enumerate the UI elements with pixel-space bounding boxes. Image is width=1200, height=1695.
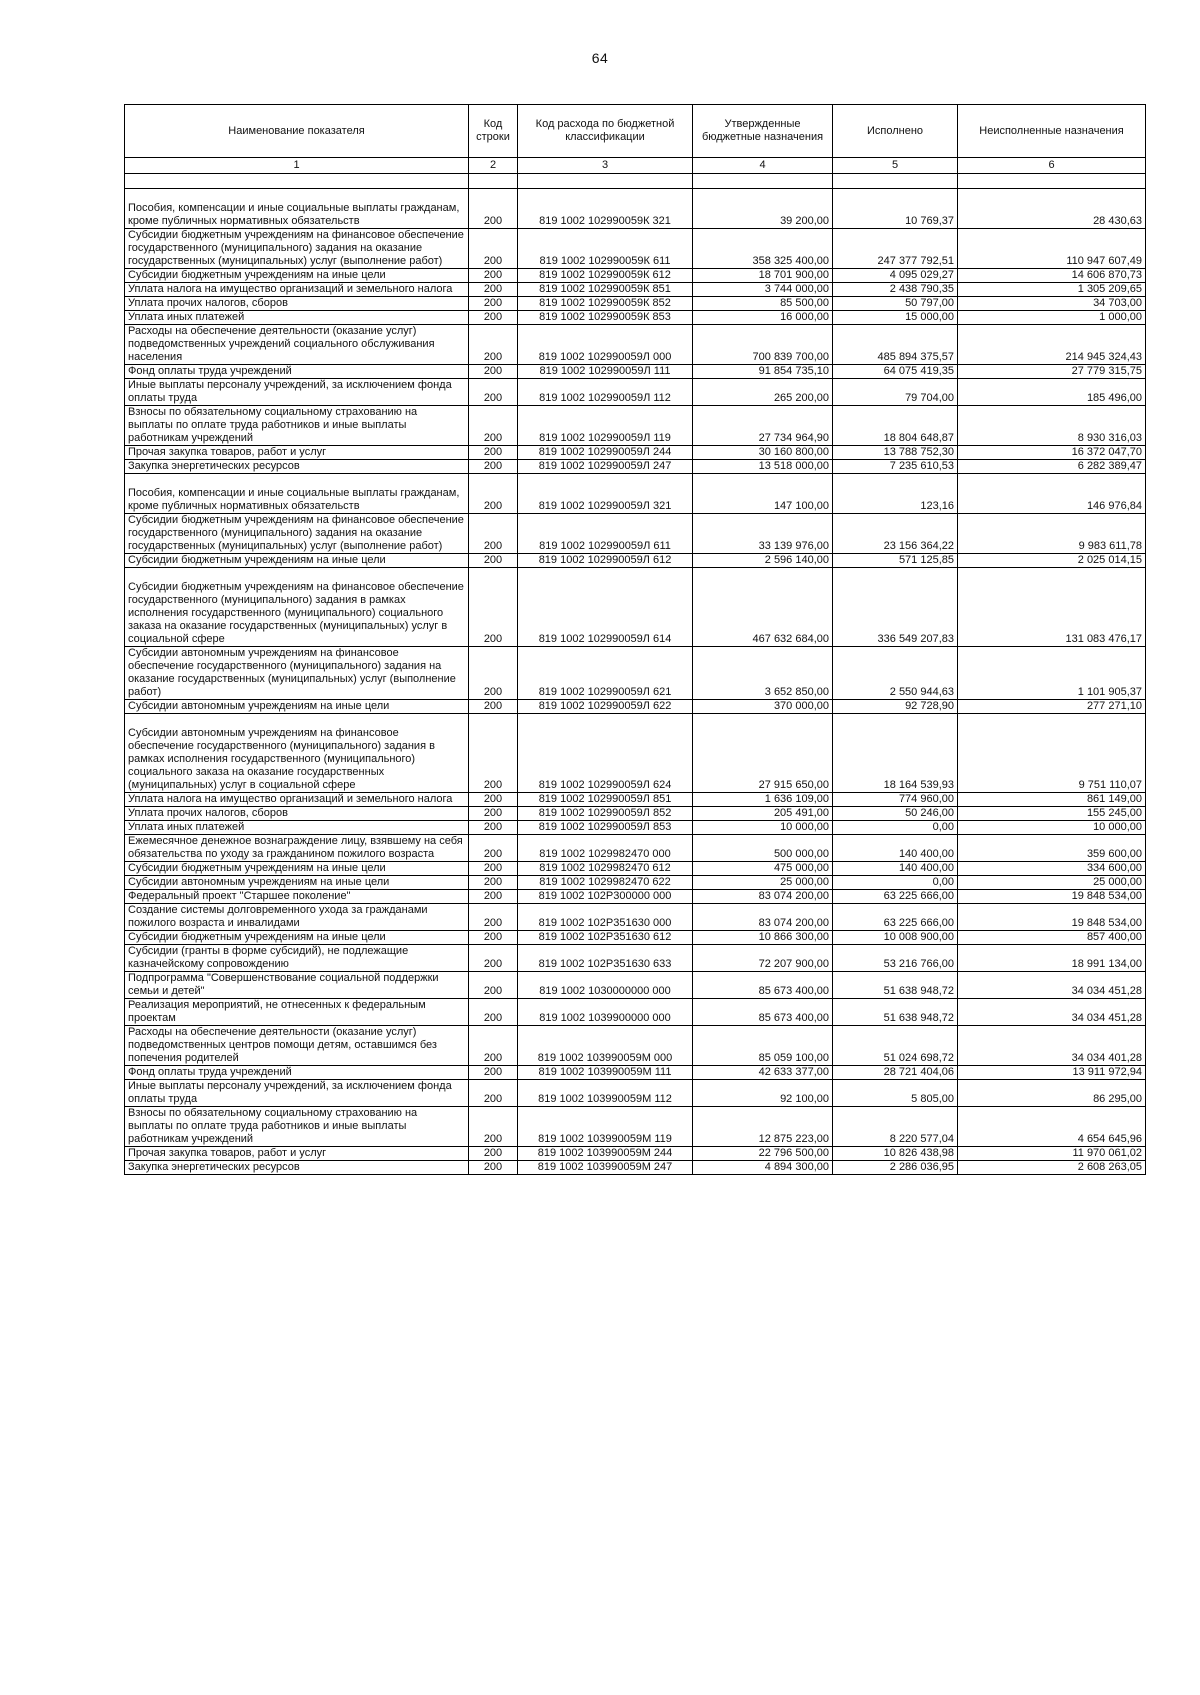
row-line-code: 200 xyxy=(469,460,518,474)
row-unexecuted: 1 101 905,37 xyxy=(958,647,1146,700)
row-executed: 51 638 948,72 xyxy=(833,999,958,1026)
row-unexecuted: 25 000,00 xyxy=(958,876,1146,890)
row-executed: 0,00 xyxy=(833,821,958,835)
row-executed: 79 704,00 xyxy=(833,379,958,406)
row-approved: 72 207 900,00 xyxy=(693,945,833,972)
row-unexecuted: 146 976,84 xyxy=(958,474,1146,514)
budget-execution-table xyxy=(124,104,1146,1175)
table-row xyxy=(125,862,1146,876)
row-executed: 28 721 404,06 xyxy=(833,1066,958,1080)
row-unexecuted: 11 970 061,02 xyxy=(958,1147,1146,1161)
header-unexecuted: Неисполненные назначения xyxy=(958,105,1146,158)
column-number: 2 xyxy=(469,158,518,174)
row-indicator-name: Субсидии бюджетным учреждениям на финансовое обеспечение государственного (муниципального) задания на оказание государственных (муниципальных) услуг (выполнение работ) xyxy=(125,229,469,269)
table-row xyxy=(125,311,1146,325)
row-line-code: 200 xyxy=(469,700,518,714)
row-approved: 475 000,00 xyxy=(693,862,833,876)
row-budget-code: 819 1002 102990059К 321 xyxy=(518,189,693,229)
row-line-code: 200 xyxy=(469,1026,518,1066)
row-approved: 25 000,00 xyxy=(693,876,833,890)
row-budget-code: 819 1002 103990059М 247 xyxy=(518,1161,693,1175)
row-line-code: 200 xyxy=(469,229,518,269)
column-number: 1 xyxy=(125,158,469,174)
row-budget-code: 819 1002 102990059К 852 xyxy=(518,297,693,311)
row-line-code: 200 xyxy=(469,1066,518,1080)
row-indicator-text: Пособия, компенсации и иные социальные выплаты гражданам, кроме публичных нормативных обязательств xyxy=(128,202,460,227)
column-number: 5 xyxy=(833,158,958,174)
row-line-code: 200 xyxy=(469,325,518,365)
row-indicator-name: Реализация мероприятий, не отнесенных к федеральным проектам xyxy=(125,999,469,1026)
row-budget-code: 819 1002 102990059Л 851 xyxy=(518,793,693,807)
row-unexecuted: 14 606 870,73 xyxy=(958,269,1146,283)
row-unexecuted: 8 930 316,03 xyxy=(958,406,1146,446)
row-executed: 23 156 364,22 xyxy=(833,514,958,554)
row-indicator-name: Взносы по обязательному социальному страхованию на выплаты по оплате труда работников и иные выплаты работникам учреждений xyxy=(125,406,469,446)
row-executed: 51 024 698,72 xyxy=(833,1026,958,1066)
row-approved: 4 894 300,00 xyxy=(693,1161,833,1175)
table-row xyxy=(125,229,1146,269)
row-budget-code: 819 1002 102990059Л 612 xyxy=(518,554,693,568)
row-budget-code: 819 1002 102990059Л 853 xyxy=(518,821,693,835)
row-indicator-name: Субсидии бюджетным учреждениям на иные цели xyxy=(125,554,469,568)
row-budget-code: 819 1002 102990059Л 622 xyxy=(518,700,693,714)
row-unexecuted: 9 983 611,78 xyxy=(958,514,1146,554)
row-indicator-text: Субсидии бюджетным учреждениям на финансовое обеспечение государственного (муниципального) задания в рамках исполнения государственного (муниципального) социального заказа на оказание государственных (муниципальных) услуг в социальной сфере xyxy=(128,581,464,645)
row-indicator-name: Ежемесячное денежное вознаграждение лицу, взявшему на себя обязательства по уходу за гражданином пожилого возраста xyxy=(125,835,469,862)
row-line-code: 200 xyxy=(469,647,518,700)
header-executed: Исполнено xyxy=(833,105,958,158)
row-executed: 10 769,37 xyxy=(833,189,958,229)
row-indicator-name xyxy=(125,474,469,514)
row-approved: 42 633 377,00 xyxy=(693,1066,833,1080)
row-budget-code: 819 1002 102990059Л 624 xyxy=(518,714,693,793)
row-approved: 1 636 109,00 xyxy=(693,793,833,807)
row-unexecuted: 34 034 451,28 xyxy=(958,999,1146,1026)
row-executed: 7 235 610,53 xyxy=(833,460,958,474)
row-approved: 39 200,00 xyxy=(693,189,833,229)
row-budget-code: 819 1002 102990059Л 111 xyxy=(518,365,693,379)
header-indicator-name: Наименование показателя xyxy=(125,105,469,158)
row-executed: 5 805,00 xyxy=(833,1080,958,1107)
row-line-code: 200 xyxy=(469,821,518,835)
table-row xyxy=(125,325,1146,365)
row-indicator-name: Субсидии автономным учреждениям на иные цели xyxy=(125,700,469,714)
row-executed: 247 377 792,51 xyxy=(833,229,958,269)
row-line-code: 200 xyxy=(469,189,518,229)
row-line-code: 200 xyxy=(469,972,518,999)
row-executed: 51 638 948,72 xyxy=(833,972,958,999)
header-approved: Утвержденные бюджетные назначения xyxy=(693,105,833,158)
row-approved: 500 000,00 xyxy=(693,835,833,862)
row-budget-code: 819 1002 102990059Л 247 xyxy=(518,460,693,474)
table-row xyxy=(125,474,1146,514)
table-row xyxy=(125,460,1146,474)
row-approved: 205 491,00 xyxy=(693,807,833,821)
row-budget-code: 819 1002 1029982470 000 xyxy=(518,835,693,862)
row-line-code: 200 xyxy=(469,379,518,406)
row-executed: 140 400,00 xyxy=(833,862,958,876)
row-approved: 83 074 200,00 xyxy=(693,890,833,904)
row-budget-code: 819 1002 103990059М 119 xyxy=(518,1107,693,1147)
row-executed: 10 008 900,00 xyxy=(833,931,958,945)
row-approved: 85 500,00 xyxy=(693,297,833,311)
row-executed: 64 075 419,35 xyxy=(833,365,958,379)
row-line-code: 200 xyxy=(469,904,518,931)
row-budget-code: 819 1002 102990059Л 112 xyxy=(518,379,693,406)
row-unexecuted: 27 779 315,75 xyxy=(958,365,1146,379)
row-approved: 16 000,00 xyxy=(693,311,833,325)
row-budget-code: 819 1002 103990059М 111 xyxy=(518,1066,693,1080)
row-line-code: 200 xyxy=(469,1161,518,1175)
row-approved: 27 734 964,90 xyxy=(693,406,833,446)
row-unexecuted: 1 000,00 xyxy=(958,311,1146,325)
blank-line xyxy=(128,568,465,581)
table-row xyxy=(125,446,1146,460)
row-unexecuted: 34 703,00 xyxy=(958,297,1146,311)
table-row xyxy=(125,283,1146,297)
column-number: 4 xyxy=(693,158,833,174)
row-approved: 265 200,00 xyxy=(693,379,833,406)
table-row xyxy=(125,647,1146,700)
row-indicator-name: Уплата иных платежей xyxy=(125,311,469,325)
table-row xyxy=(125,931,1146,945)
row-indicator-name: Субсидии (гранты в форме субсидий), не подлежащие казначейскому сопровождению xyxy=(125,945,469,972)
row-line-code: 200 xyxy=(469,514,518,554)
row-indicator-name: Субсидии бюджетным учреждениям на финансовое обеспечение государственного (муниципального) задания на оказание государственных (муниципальных) услуг (выполнение работ) xyxy=(125,514,469,554)
row-indicator-name: Субсидии автономным учреждениям на иные цели xyxy=(125,876,469,890)
row-line-code: 200 xyxy=(469,446,518,460)
row-approved: 91 854 735,10 xyxy=(693,365,833,379)
row-line-code: 200 xyxy=(469,474,518,514)
row-indicator-name: Уплата налога на имущество организаций и земельного налога xyxy=(125,793,469,807)
row-budget-code: 819 1002 102990059Л 611 xyxy=(518,514,693,554)
row-budget-code: 819 1002 102990059Л 321 xyxy=(518,474,693,514)
row-unexecuted: 16 372 047,70 xyxy=(958,446,1146,460)
row-unexecuted: 34 034 401,28 xyxy=(958,1026,1146,1066)
blank-line xyxy=(128,189,465,202)
row-budget-code: 819 1002 102P300000 000 xyxy=(518,890,693,904)
row-unexecuted: 155 245,00 xyxy=(958,807,1146,821)
row-line-code: 200 xyxy=(469,311,518,325)
row-approved: 10 866 300,00 xyxy=(693,931,833,945)
row-executed: 92 728,90 xyxy=(833,700,958,714)
row-unexecuted: 2 025 014,15 xyxy=(958,554,1146,568)
row-line-code: 200 xyxy=(469,807,518,821)
row-indicator-name xyxy=(125,714,469,793)
row-indicator-name: Уплата налога на имущество организаций и земельного налога xyxy=(125,283,469,297)
table-row xyxy=(125,807,1146,821)
row-line-code: 200 xyxy=(469,793,518,807)
row-budget-code: 819 1002 1029982470 622 xyxy=(518,876,693,890)
row-executed: 13 788 752,30 xyxy=(833,446,958,460)
table-row xyxy=(125,1107,1146,1147)
row-budget-code: 819 1002 102990059Л 621 xyxy=(518,647,693,700)
row-unexecuted: 1 305 209,65 xyxy=(958,283,1146,297)
row-indicator-name: Субсидии автономным учреждениям на финансовое обеспечение государственного (муниципального) задания на оказание государственных (муниципальных) услуг (выполнение работ) xyxy=(125,647,469,700)
row-line-code: 200 xyxy=(469,714,518,793)
row-unexecuted: 131 083 476,17 xyxy=(958,568,1146,647)
row-budget-code: 819 1002 102P351630 000 xyxy=(518,904,693,931)
row-approved: 30 160 800,00 xyxy=(693,446,833,460)
row-unexecuted: 86 295,00 xyxy=(958,1080,1146,1107)
row-approved: 147 100,00 xyxy=(693,474,833,514)
header-budget-code: Код расхода по бюджетной классификации xyxy=(518,105,693,158)
row-line-code: 200 xyxy=(469,1107,518,1147)
row-budget-code: 819 1002 102990059Л 614 xyxy=(518,568,693,647)
table-row xyxy=(125,700,1146,714)
row-budget-code: 819 1002 102990059К 611 xyxy=(518,229,693,269)
table-row xyxy=(125,1147,1146,1161)
row-approved: 27 915 650,00 xyxy=(693,714,833,793)
row-executed: 123,16 xyxy=(833,474,958,514)
row-line-code: 200 xyxy=(469,568,518,647)
table-row xyxy=(125,189,1146,229)
row-budget-code: 819 1002 102990059Л 852 xyxy=(518,807,693,821)
row-indicator-name: Субсидии бюджетным учреждениям на иные цели xyxy=(125,931,469,945)
table-row xyxy=(125,568,1146,647)
row-budget-code: 819 1002 1029982470 612 xyxy=(518,862,693,876)
row-approved: 358 325 400,00 xyxy=(693,229,833,269)
spacer-row xyxy=(125,174,1146,189)
row-executed: 140 400,00 xyxy=(833,835,958,862)
table-row xyxy=(125,835,1146,862)
row-unexecuted: 2 608 263,05 xyxy=(958,1161,1146,1175)
row-line-code: 200 xyxy=(469,1147,518,1161)
row-approved: 33 139 976,00 xyxy=(693,514,833,554)
row-line-code: 200 xyxy=(469,931,518,945)
row-budget-code: 819 1002 102990059Л 119 xyxy=(518,406,693,446)
row-indicator-name: Прочая закупка товаров, работ и услуг xyxy=(125,446,469,460)
row-line-code: 200 xyxy=(469,876,518,890)
row-approved: 10 000,00 xyxy=(693,821,833,835)
row-executed: 50 246,00 xyxy=(833,807,958,821)
row-unexecuted: 9 751 110,07 xyxy=(958,714,1146,793)
row-executed: 336 549 207,83 xyxy=(833,568,958,647)
row-budget-code: 819 1002 103990059М 244 xyxy=(518,1147,693,1161)
row-indicator-name: Расходы на обеспечение деятельности (оказание услуг) подведомственных учреждений социального обслуживания населения xyxy=(125,325,469,365)
row-approved: 700 839 700,00 xyxy=(693,325,833,365)
row-approved: 85 673 400,00 xyxy=(693,999,833,1026)
row-indicator-name xyxy=(125,189,469,229)
row-executed: 50 797,00 xyxy=(833,297,958,311)
row-indicator-name: Уплата иных платежей xyxy=(125,821,469,835)
column-number: 6 xyxy=(958,158,1146,174)
blank-line xyxy=(128,474,465,487)
row-budget-code: 819 1002 103990059М 000 xyxy=(518,1026,693,1066)
row-unexecuted: 861 149,00 xyxy=(958,793,1146,807)
row-executed: 0,00 xyxy=(833,876,958,890)
row-line-code: 200 xyxy=(469,297,518,311)
row-indicator-name: Субсидии бюджетным учреждениям на иные цели xyxy=(125,862,469,876)
table-row xyxy=(125,714,1146,793)
row-budget-code: 819 1002 1039900000 000 xyxy=(518,999,693,1026)
row-approved: 370 000,00 xyxy=(693,700,833,714)
row-executed: 485 894 375,57 xyxy=(833,325,958,365)
row-executed: 63 225 666,00 xyxy=(833,904,958,931)
row-approved: 2 596 140,00 xyxy=(693,554,833,568)
row-unexecuted: 34 034 451,28 xyxy=(958,972,1146,999)
row-indicator-name: Создание системы долговременного ухода за гражданами пожилого возраста и инвалидами xyxy=(125,904,469,931)
row-executed: 18 164 539,93 xyxy=(833,714,958,793)
row-line-code: 200 xyxy=(469,890,518,904)
row-unexecuted: 334 600,00 xyxy=(958,862,1146,876)
row-indicator-name: Федеральный проект "Старшее поколение" xyxy=(125,890,469,904)
table-row xyxy=(125,297,1146,311)
row-line-code: 200 xyxy=(469,999,518,1026)
row-unexecuted: 10 000,00 xyxy=(958,821,1146,835)
row-unexecuted: 6 282 389,47 xyxy=(958,460,1146,474)
row-budget-code: 819 1002 102990059К 612 xyxy=(518,269,693,283)
row-executed: 2 550 944,63 xyxy=(833,647,958,700)
row-budget-code: 819 1002 102990059Л 244 xyxy=(518,446,693,460)
row-unexecuted: 4 654 645,96 xyxy=(958,1107,1146,1147)
table-row xyxy=(125,945,1146,972)
row-approved: 85 673 400,00 xyxy=(693,972,833,999)
table-row xyxy=(125,514,1146,554)
row-approved: 83 074 200,00 xyxy=(693,904,833,931)
table-row xyxy=(125,269,1146,283)
row-approved: 85 059 100,00 xyxy=(693,1026,833,1066)
row-indicator-name: Иные выплаты персоналу учреждений, за исключением фонда оплаты труда xyxy=(125,1080,469,1107)
table-row xyxy=(125,554,1146,568)
row-indicator-text: Пособия, компенсации и иные социальные выплаты гражданам, кроме публичных нормативных обязательств xyxy=(128,487,460,512)
row-budget-code: 819 1002 102990059К 851 xyxy=(518,283,693,297)
row-indicator-name: Расходы на обеспечение деятельности (оказание услуг) подведомственных центров помощи детям, оставшимся без попечения родителей xyxy=(125,1026,469,1066)
row-indicator-name xyxy=(125,568,469,647)
header-line-code: Код строки xyxy=(469,105,518,158)
row-approved: 18 701 900,00 xyxy=(693,269,833,283)
row-executed: 2 286 036,95 xyxy=(833,1161,958,1175)
row-unexecuted: 18 991 134,00 xyxy=(958,945,1146,972)
row-line-code: 200 xyxy=(469,269,518,283)
row-unexecuted: 19 848 534,00 xyxy=(958,904,1146,931)
row-line-code: 200 xyxy=(469,283,518,297)
row-budget-code: 819 1002 102P351630 612 xyxy=(518,931,693,945)
row-unexecuted: 857 400,00 xyxy=(958,931,1146,945)
table-row xyxy=(125,365,1146,379)
row-indicator-name: Фонд оплаты труда учреждений xyxy=(125,365,469,379)
column-number-row xyxy=(125,158,1146,174)
row-unexecuted: 13 911 972,94 xyxy=(958,1066,1146,1080)
row-indicator-name: Уплата прочих налогов, сборов xyxy=(125,297,469,311)
row-approved: 13 518 000,00 xyxy=(693,460,833,474)
table-row xyxy=(125,1026,1146,1066)
column-number: 3 xyxy=(518,158,693,174)
table-row xyxy=(125,890,1146,904)
table-row xyxy=(125,406,1146,446)
row-indicator-name: Иные выплаты персоналу учреждений, за исключением фонда оплаты труда xyxy=(125,379,469,406)
row-approved: 92 100,00 xyxy=(693,1080,833,1107)
table-row xyxy=(125,379,1146,406)
row-line-code: 200 xyxy=(469,945,518,972)
row-unexecuted: 359 600,00 xyxy=(958,835,1146,862)
row-executed: 774 960,00 xyxy=(833,793,958,807)
row-executed: 15 000,00 xyxy=(833,311,958,325)
row-indicator-name: Прочая закупка товаров, работ и услуг xyxy=(125,1147,469,1161)
table-row xyxy=(125,876,1146,890)
table-row xyxy=(125,821,1146,835)
row-indicator-name: Закупка энергетических ресурсов xyxy=(125,460,469,474)
row-budget-code: 819 1002 102P351630 633 xyxy=(518,945,693,972)
row-executed: 53 216 766,00 xyxy=(833,945,958,972)
row-indicator-name: Фонд оплаты труда учреждений xyxy=(125,1066,469,1080)
blank-line xyxy=(128,714,465,727)
row-approved: 467 632 684,00 xyxy=(693,568,833,647)
row-approved: 22 796 500,00 xyxy=(693,1147,833,1161)
table-body xyxy=(125,174,1146,1175)
row-approved: 3 652 850,00 xyxy=(693,647,833,700)
row-line-code: 200 xyxy=(469,1080,518,1107)
row-indicator-name: Взносы по обязательному социальному страхованию на выплаты по оплате труда работников и иные выплаты работникам учреждений xyxy=(125,1107,469,1147)
row-budget-code: 819 1002 102990059Л 000 xyxy=(518,325,693,365)
row-unexecuted: 28 430,63 xyxy=(958,189,1146,229)
row-executed: 63 225 666,00 xyxy=(833,890,958,904)
row-executed: 10 826 438,98 xyxy=(833,1147,958,1161)
row-indicator-name: Уплата прочих налогов, сборов xyxy=(125,807,469,821)
row-line-code: 200 xyxy=(469,406,518,446)
table-row xyxy=(125,1080,1146,1107)
row-budget-code: 819 1002 1030000000 000 xyxy=(518,972,693,999)
row-executed: 4 095 029,27 xyxy=(833,269,958,283)
row-executed: 571 125,85 xyxy=(833,554,958,568)
row-executed: 18 804 648,87 xyxy=(833,406,958,446)
row-unexecuted: 110 947 607,49 xyxy=(958,229,1146,269)
table-row xyxy=(125,904,1146,931)
row-indicator-text: Субсидии автономным учреждениям на финансовое обеспечение государственного (муниципального) задания в рамках исполнения государственного (муниципального) социального заказа на оказание государственных (муниципальных) услуг в социальной сфере xyxy=(128,727,435,791)
row-line-code: 200 xyxy=(469,835,518,862)
row-unexecuted: 19 848 534,00 xyxy=(958,890,1146,904)
page-number: 64 xyxy=(591,50,609,66)
row-budget-code: 819 1002 102990059К 853 xyxy=(518,311,693,325)
header-row xyxy=(125,105,1146,158)
row-unexecuted: 214 945 324,43 xyxy=(958,325,1146,365)
row-line-code: 200 xyxy=(469,554,518,568)
row-indicator-name: Закупка энергетических ресурсов xyxy=(125,1161,469,1175)
row-unexecuted: 185 496,00 xyxy=(958,379,1146,406)
row-unexecuted: 277 271,10 xyxy=(958,700,1146,714)
row-approved: 12 875 223,00 xyxy=(693,1107,833,1147)
table-row xyxy=(125,1161,1146,1175)
row-budget-code: 819 1002 103990059М 112 xyxy=(518,1080,693,1107)
row-line-code: 200 xyxy=(469,365,518,379)
row-indicator-name: Субсидии бюджетным учреждениям на иные цели xyxy=(125,269,469,283)
table-row xyxy=(125,972,1146,999)
table-row xyxy=(125,1066,1146,1080)
row-line-code: 200 xyxy=(469,862,518,876)
row-executed: 2 438 790,35 xyxy=(833,283,958,297)
row-approved: 3 744 000,00 xyxy=(693,283,833,297)
table-row xyxy=(125,999,1146,1026)
table-row xyxy=(125,793,1146,807)
row-executed: 8 220 577,04 xyxy=(833,1107,958,1147)
row-indicator-name: Подпрограмма "Совершенствование социальной поддержки семьи и детей" xyxy=(125,972,469,999)
